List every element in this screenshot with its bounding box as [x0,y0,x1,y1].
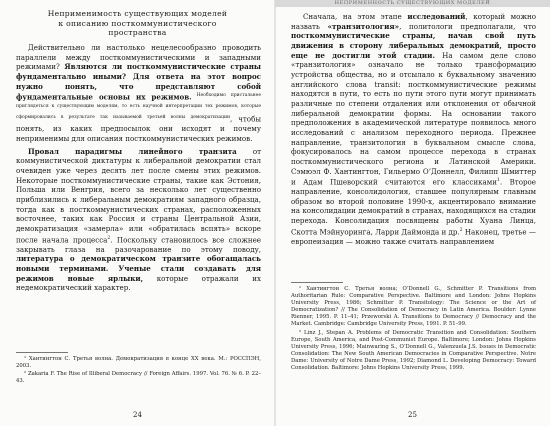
bold-emphasis: исследований [407,12,466,21]
text-run: Наконец, третье — европеизация — можно также считать направлением [291,227,536,246]
body-paragraph [16,43,261,144]
text-run: , политологи предполагали, что [399,21,537,31]
footnote-ref: 1 [497,178,500,184]
footnote-ref: 2 [459,227,463,233]
text-run: Сначала, на этом этапе [303,12,408,21]
running-head [275,0,550,7]
footnote: ² Zakaria F. The Rise of Illiberal Democracy // Foreign Affairs. 1997. Vol. 76. № 6. P. 22–43. [16,371,261,385]
body-paragraph [291,12,536,246]
right-body-text [291,12,536,246]
running-head-text: НЕПРИМЕННОСТЬ СУЩЕСТВУЮЩИХ МОДЕЛЕЙ [334,0,491,6]
text-run: которые отражали их недемократический характер. [16,273,261,293]
heading-line: Неприменимость существующих моделей [47,9,228,18]
right-page [275,0,550,426]
bold-emphasis: Являются ли посткоммунистические страны фундаментально иными? Для ответа на этот вопрос нужно понять, что представляют собой фундаментальные основы их режимов. [16,62,261,102]
right-footnotes [291,282,536,373]
heading-line: пространства [108,28,167,38]
left-footnotes [16,352,261,386]
text-run: , чтобы понять, из каких предпосылок они исходят и почему неприменимы для описания посткоммунистических режимов. [16,114,261,143]
text-run: . Второе направление, консолидология, ставшее популярным главным образом во второй половине 1990-х, акцентировало внимание на консолидации демократий в странах, находящихся на стадии перехода. Консолидация посвящены работы Хуана Линца, Скотта Мэйнуоринга, Ларри Даймонда и др. [291,177,536,237]
footnote: ² Linz J., Stepan A. Problems of Democratic Transition and Consolidation: Southern Europe, South America, and Post-Communist Europe. Baltimore; London: Johns Hopkins University Press, 1996; Mainwaring S., O’Donnell G., Valenzuela J.S. Issues in Democratic Consolidation: The New South American Democracies in Comparative Perspective. Notre Dame: University of Notre Dame Press, 1992; Diamond L. Developing Democracy: Toward Consolidation. Baltimore: Johns Hopkins University Press, 1999. [291,329,536,372]
heading-line: к описанию посткоммунистического [58,18,217,28]
page-number: 25 [408,411,417,419]
text-run: , который можно назвать [291,12,536,31]
footnote-rule [16,352,68,353]
text-run: от коммунистической диктатуры к либеральной демократии стал очевиден уже через десять лет после смены этих режимов. Некоторые посткоммунистические страны, такие как Эстония, Польша или Венгрия, всего за несколько лет существенно приблизились к либеральным демократиям западного образца, тогда как в посткоммунистических странах, расположенных восточнее, таких как Россия и страны Центральной Азии, демократизация «замерла» или «обратилась вспять» вскоре после начала процесса [16,146,262,244]
chapter-heading [20,9,255,38]
footnote-rule [291,282,343,283]
footnote: ¹ Хантингтон С. Третья волна; O’Donnell G., Schmitter P. Transitions from Authoritarian Rule: Comparative Perspective. Baltimore and London: Johns Hopkins University Press, 1986; Schmitter P. Transitology: The Science or the Art of Democratization? // The Consolidation of Democracy in Latin America. Boulder: Lynne Rienner, 1995. P. 11–41; Przeworski A. Transitions to Democracy // Democracy and the Market. Cambridge: Cambridge University Press, 1991. P. 51–99. [291,286,536,328]
text-run: На самом деле слово «транзитология» означало не только трансформацию устройства общества, но и отсылало к буквальному значению английского слова transit: посткоммунистические режимы находятся в пути, то есть по пути этого пути могут принимать различные по степени отдаления или отклонения от обычной либеральной демократии формы. На основании такого предположения в академической литературе появилось много исследований с анализом переходного периода. Прежнее направление, транзитология в буквальном смысле слова, фокусировалось на самом процессе перехода в странах посткоммунистического региона и Латинской Америки. Сэмюэл Ф. Хантингтон, Гильермо О’Доннелл, Филипп Шмиттер и Адам Пшеворский считаются его классиками [291,50,536,187]
page-number: 24 [133,411,142,419]
bold-emphasis: посткоммунистические страны, начав свой путь движения в сторону либеральных демократий, просто еще не достигли этой стадии. [291,31,536,60]
footnote: ¹ Хантингтон С. Третья волна. Демократизация в конце XX века. М.: РОССПЭН, 2003. [16,356,261,370]
bold-emphasis: «транзитология» [327,21,400,31]
left-body-text [16,43,261,293]
text-run: Действительно ли настолько нецелесообразно проводить параллели между посткоммунистическими и западными режимами? [16,43,261,72]
footnote-ref: 2 [107,235,111,241]
footnote-ref: Необходимо пристальнее приглядеться к существующим моделям, то есть научной интерпретации тех режимов, которые сформировались в результате так называемой третьей волны демократизации [16,93,261,121]
bold-emphasis: литература о демократическом транзите обогащалась новыми терминами. Ученые стали создавать для режимов новые ярлыки, [16,254,261,283]
bold-emphasis: Провал парадигмы линейного транзита [28,146,237,156]
text-run: . Поскольку становилось все сложнее закрывать глаза на разочарование по этому поводу, [16,234,261,254]
body-paragraph [16,147,261,293]
